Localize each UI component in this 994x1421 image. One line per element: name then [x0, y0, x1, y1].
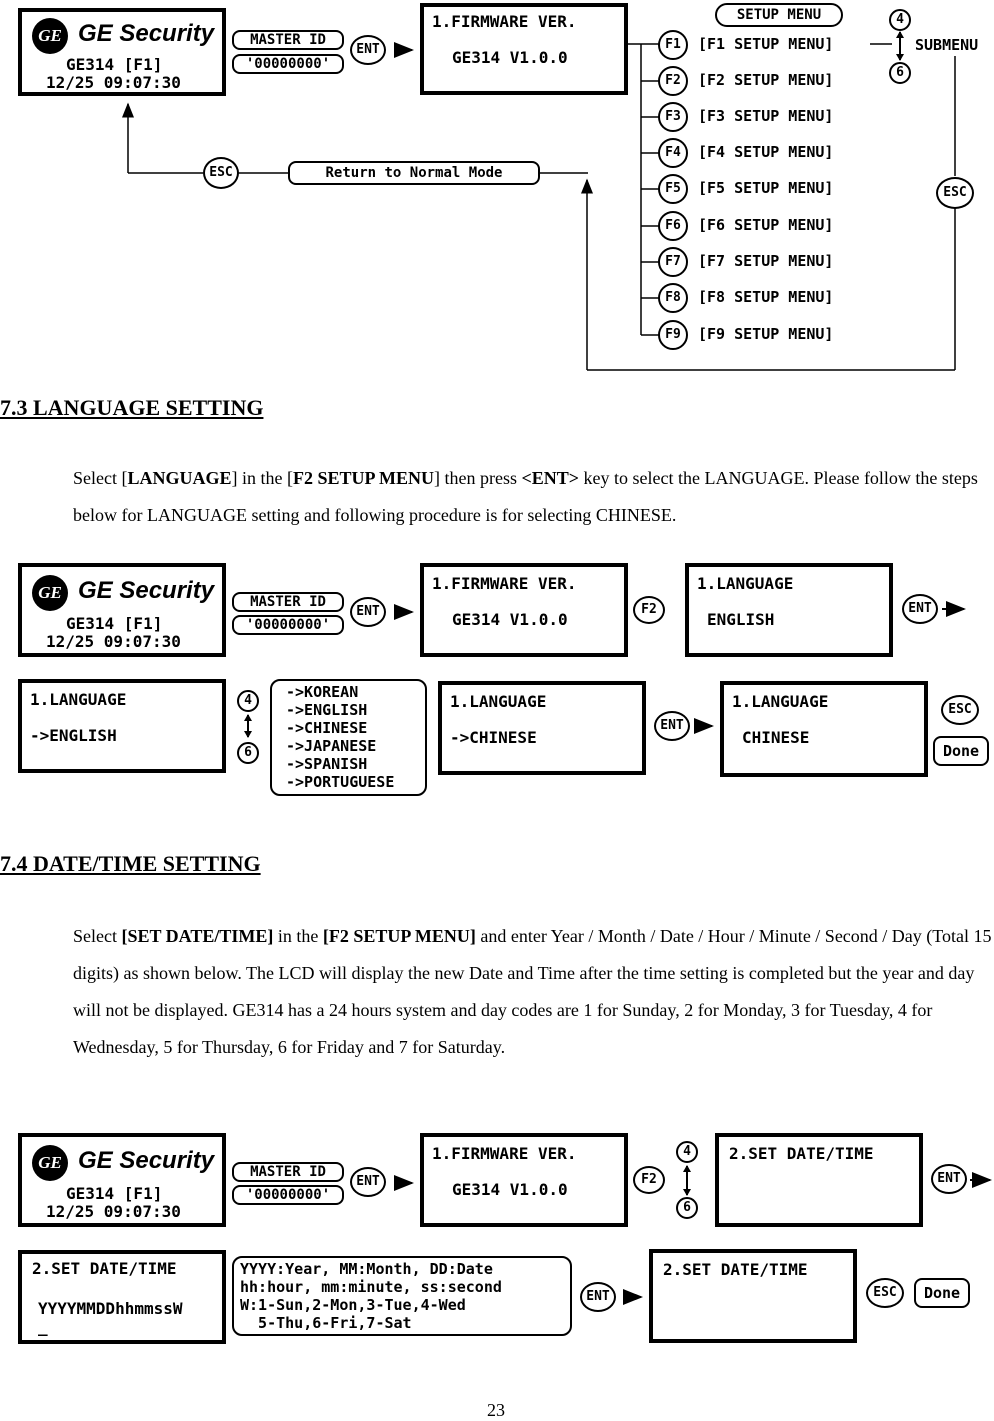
lcd-firmware	[420, 3, 628, 95]
language-heading: 7.3 LANGUAGE SETTING	[0, 395, 264, 420]
lcd-firmware-line1: 1.FIRMWARE VER.	[432, 1144, 577, 1163]
lcd-set-datetime-done	[649, 1249, 857, 1343]
lcd-language-title: 1.LANGUAGE	[697, 574, 794, 593]
lcd-language-title: 1.LANGUAGE	[450, 692, 547, 711]
language-paragraph: Select [LANGUAGE] in the [F2 SETUP MENU] then press <ENT> key to select the LANGUAGE. Please follow the steps below for LANGUAGE setting and following procedure is for selecting CHINESE.	[73, 468, 978, 525]
key-4[interactable]: 4	[889, 9, 911, 31]
lcd-set-datetime-title: 2.SET DATE/TIME	[663, 1260, 808, 1279]
key-6[interactable]: 6	[676, 1197, 698, 1219]
legend-line: 5-Thu,6-Fri,7-Sat	[240, 1314, 412, 1332]
ge-brand: GE Security	[78, 20, 215, 47]
submenu-label: SUBMENU	[915, 36, 979, 54]
f1-menu-label: [F1 SETUP MENU]	[698, 35, 834, 53]
lcd-firmware	[420, 1133, 628, 1227]
lcd-language-value: CHINESE	[742, 728, 810, 747]
esc-key-submenu[interactable]: ESC	[936, 177, 974, 209]
datetime-heading: 7.4 DATE/TIME SETTING	[0, 851, 261, 876]
master-id-label: MASTER ID	[232, 592, 344, 612]
f9-key[interactable]: F9	[658, 320, 688, 350]
ge-brand: GE Security	[78, 1147, 215, 1174]
f7-key[interactable]: F7	[658, 247, 688, 277]
f4-key[interactable]: F4	[658, 138, 688, 168]
f3-key[interactable]: F3	[658, 102, 688, 132]
return-normal-mode-label: Return to Normal Mode	[288, 161, 540, 185]
ent-key[interactable]: ENT	[931, 1164, 967, 1194]
done-label: Done	[933, 736, 989, 766]
lcd-firmware	[420, 563, 628, 657]
language-option[interactable]: ->PORTUGUESE	[286, 773, 395, 791]
lcd-language-option: ->ENGLISH	[30, 726, 117, 745]
f8-key[interactable]: F8	[658, 283, 688, 313]
language-option[interactable]: ->SPANISH	[286, 755, 368, 773]
lcd-language-option: ->CHINESE	[450, 728, 537, 747]
ge-logo-icon: GE	[32, 575, 68, 611]
esc-key-return[interactable]: ESC	[203, 157, 239, 189]
datetime-legend	[232, 1256, 572, 1336]
f6-menu-label: [F6 SETUP MENU]	[698, 216, 834, 234]
page-number: 23	[487, 1400, 505, 1420]
lcd-set-datetime-title: 2.SET DATE/TIME	[729, 1144, 874, 1163]
f7-menu-label: [F7 SETUP MENU]	[698, 252, 834, 270]
f1-key[interactable]: F1	[658, 30, 688, 60]
master-id-value: '00000000'	[232, 54, 344, 74]
lcd-language-current	[685, 563, 893, 657]
ge-display-panel	[18, 8, 226, 96]
legend-line: hh:hour, mm:minute, ss:second	[240, 1278, 502, 1296]
language-option[interactable]: ->KOREAN	[286, 683, 359, 701]
f2-menu-label: [F2 SETUP MENU]	[698, 71, 834, 89]
esc-key[interactable]: ESC	[941, 695, 979, 725]
language-option[interactable]: ->ENGLISH	[286, 701, 368, 719]
f5-key[interactable]: F5	[658, 174, 688, 204]
master-id-label: MASTER ID	[232, 30, 344, 50]
f5-menu-label: [F5 SETUP MENU]	[698, 179, 834, 197]
lcd-firmware-line2: GE314 V1.0.0	[452, 48, 568, 67]
key-4[interactable]: 4	[237, 690, 259, 712]
master-id-value: '00000000'	[232, 615, 344, 635]
datetime-paragraph: Select [SET DATE/TIME] in the [F2 SETUP MENU] and enter Year / Month / Date / Hour / Minute / Second / Day (Total 15 digits) as shown below. The LCD will display the new Date and Time after the time setting is completed but the year and day will not be displayed. GE314 has a 24 hours system and day codes are 1 for Sunday, 2 for Monday, 3 for Tuesday, 4 for Wednesday, 5 for Thursday, 6 for Friday and 7 for Saturday.	[73, 926, 992, 1057]
ge-display-panel-2	[18, 563, 226, 657]
panel-model: GE314 [F1]	[66, 55, 163, 74]
lcd-language-title: 1.LANGUAGE	[30, 690, 127, 709]
panel-datetime: 12/25 09:07:30	[46, 73, 181, 92]
lcd-firmware-line1: 1.FIRMWARE VER.	[432, 12, 577, 31]
ge-brand: GE Security	[78, 577, 215, 604]
panel-model: GE314 [F1]	[66, 1184, 163, 1203]
lcd-datetime-entry	[18, 1250, 226, 1344]
setup-menu-label: SETUP MENU	[715, 3, 843, 27]
f2-key[interactable]: F2	[633, 596, 665, 624]
ent-key[interactable]: ENT	[654, 711, 690, 741]
lcd-language-value: ENGLISH	[707, 610, 775, 629]
f6-key[interactable]: F6	[658, 211, 688, 241]
lcd-set-datetime	[715, 1133, 923, 1227]
f4-menu-label: [F4 SETUP MENU]	[698, 143, 834, 161]
master-id-label: MASTER ID	[232, 1162, 344, 1182]
panel-datetime: 12/25 09:07:30	[46, 1202, 181, 1221]
panel-datetime: 12/25 09:07:30	[46, 632, 181, 651]
lcd-firmware-line1: 1.FIRMWARE VER.	[432, 574, 577, 593]
f8-menu-label: [F8 SETUP MENU]	[698, 288, 834, 306]
key-6[interactable]: 6	[889, 62, 911, 84]
lcd-firmware-line2: GE314 V1.0.0	[452, 1180, 568, 1199]
ge-logo-icon: GE	[32, 18, 68, 54]
f9-menu-label: [F9 SETUP MENU]	[698, 325, 834, 343]
lcd-datetime-format: YYYYMMDDhhmmssW	[38, 1299, 183, 1318]
panel-model: GE314 [F1]	[66, 614, 163, 633]
ge-display-panel-3	[18, 1133, 226, 1227]
f2-key[interactable]: F2	[658, 66, 688, 96]
lcd-set-datetime-title: 2.SET DATE/TIME	[32, 1259, 177, 1278]
ent-key[interactable]: ENT	[902, 594, 938, 624]
language-options-list	[270, 679, 427, 796]
f3-menu-label: [F3 SETUP MENU]	[698, 107, 834, 125]
ent-key[interactable]: ENT	[350, 597, 386, 627]
master-id-value: '00000000'	[232, 1185, 344, 1205]
ent-key[interactable]: ENT	[350, 35, 386, 65]
ent-key[interactable]: ENT	[350, 1167, 386, 1197]
done-label: Done	[914, 1278, 970, 1308]
ge-logo-icon: GE	[32, 1145, 68, 1181]
ent-key[interactable]: ENT	[580, 1282, 616, 1312]
language-option[interactable]: ->CHINESE	[286, 719, 368, 737]
lcd-language-title: 1.LANGUAGE	[732, 692, 829, 711]
lcd-cursor: _	[38, 1317, 48, 1336]
lcd-firmware-line2: GE314 V1.0.0	[452, 610, 568, 629]
f2-key[interactable]: F2	[633, 1166, 665, 1194]
esc-key[interactable]: ESC	[866, 1278, 904, 1308]
lcd-language-chinese	[720, 681, 928, 777]
key-4[interactable]: 4	[676, 1141, 698, 1163]
language-option[interactable]: ->JAPANESE	[286, 737, 377, 755]
lcd-language-chinese-select	[438, 681, 646, 775]
legend-line: W:1-Sun,2-Mon,3-Tue,4-Wed	[240, 1296, 466, 1314]
legend-line: YYYY:Year, MM:Month, DD:Date	[240, 1260, 493, 1278]
key-6[interactable]: 6	[237, 742, 259, 764]
lcd-language-select	[18, 679, 226, 773]
